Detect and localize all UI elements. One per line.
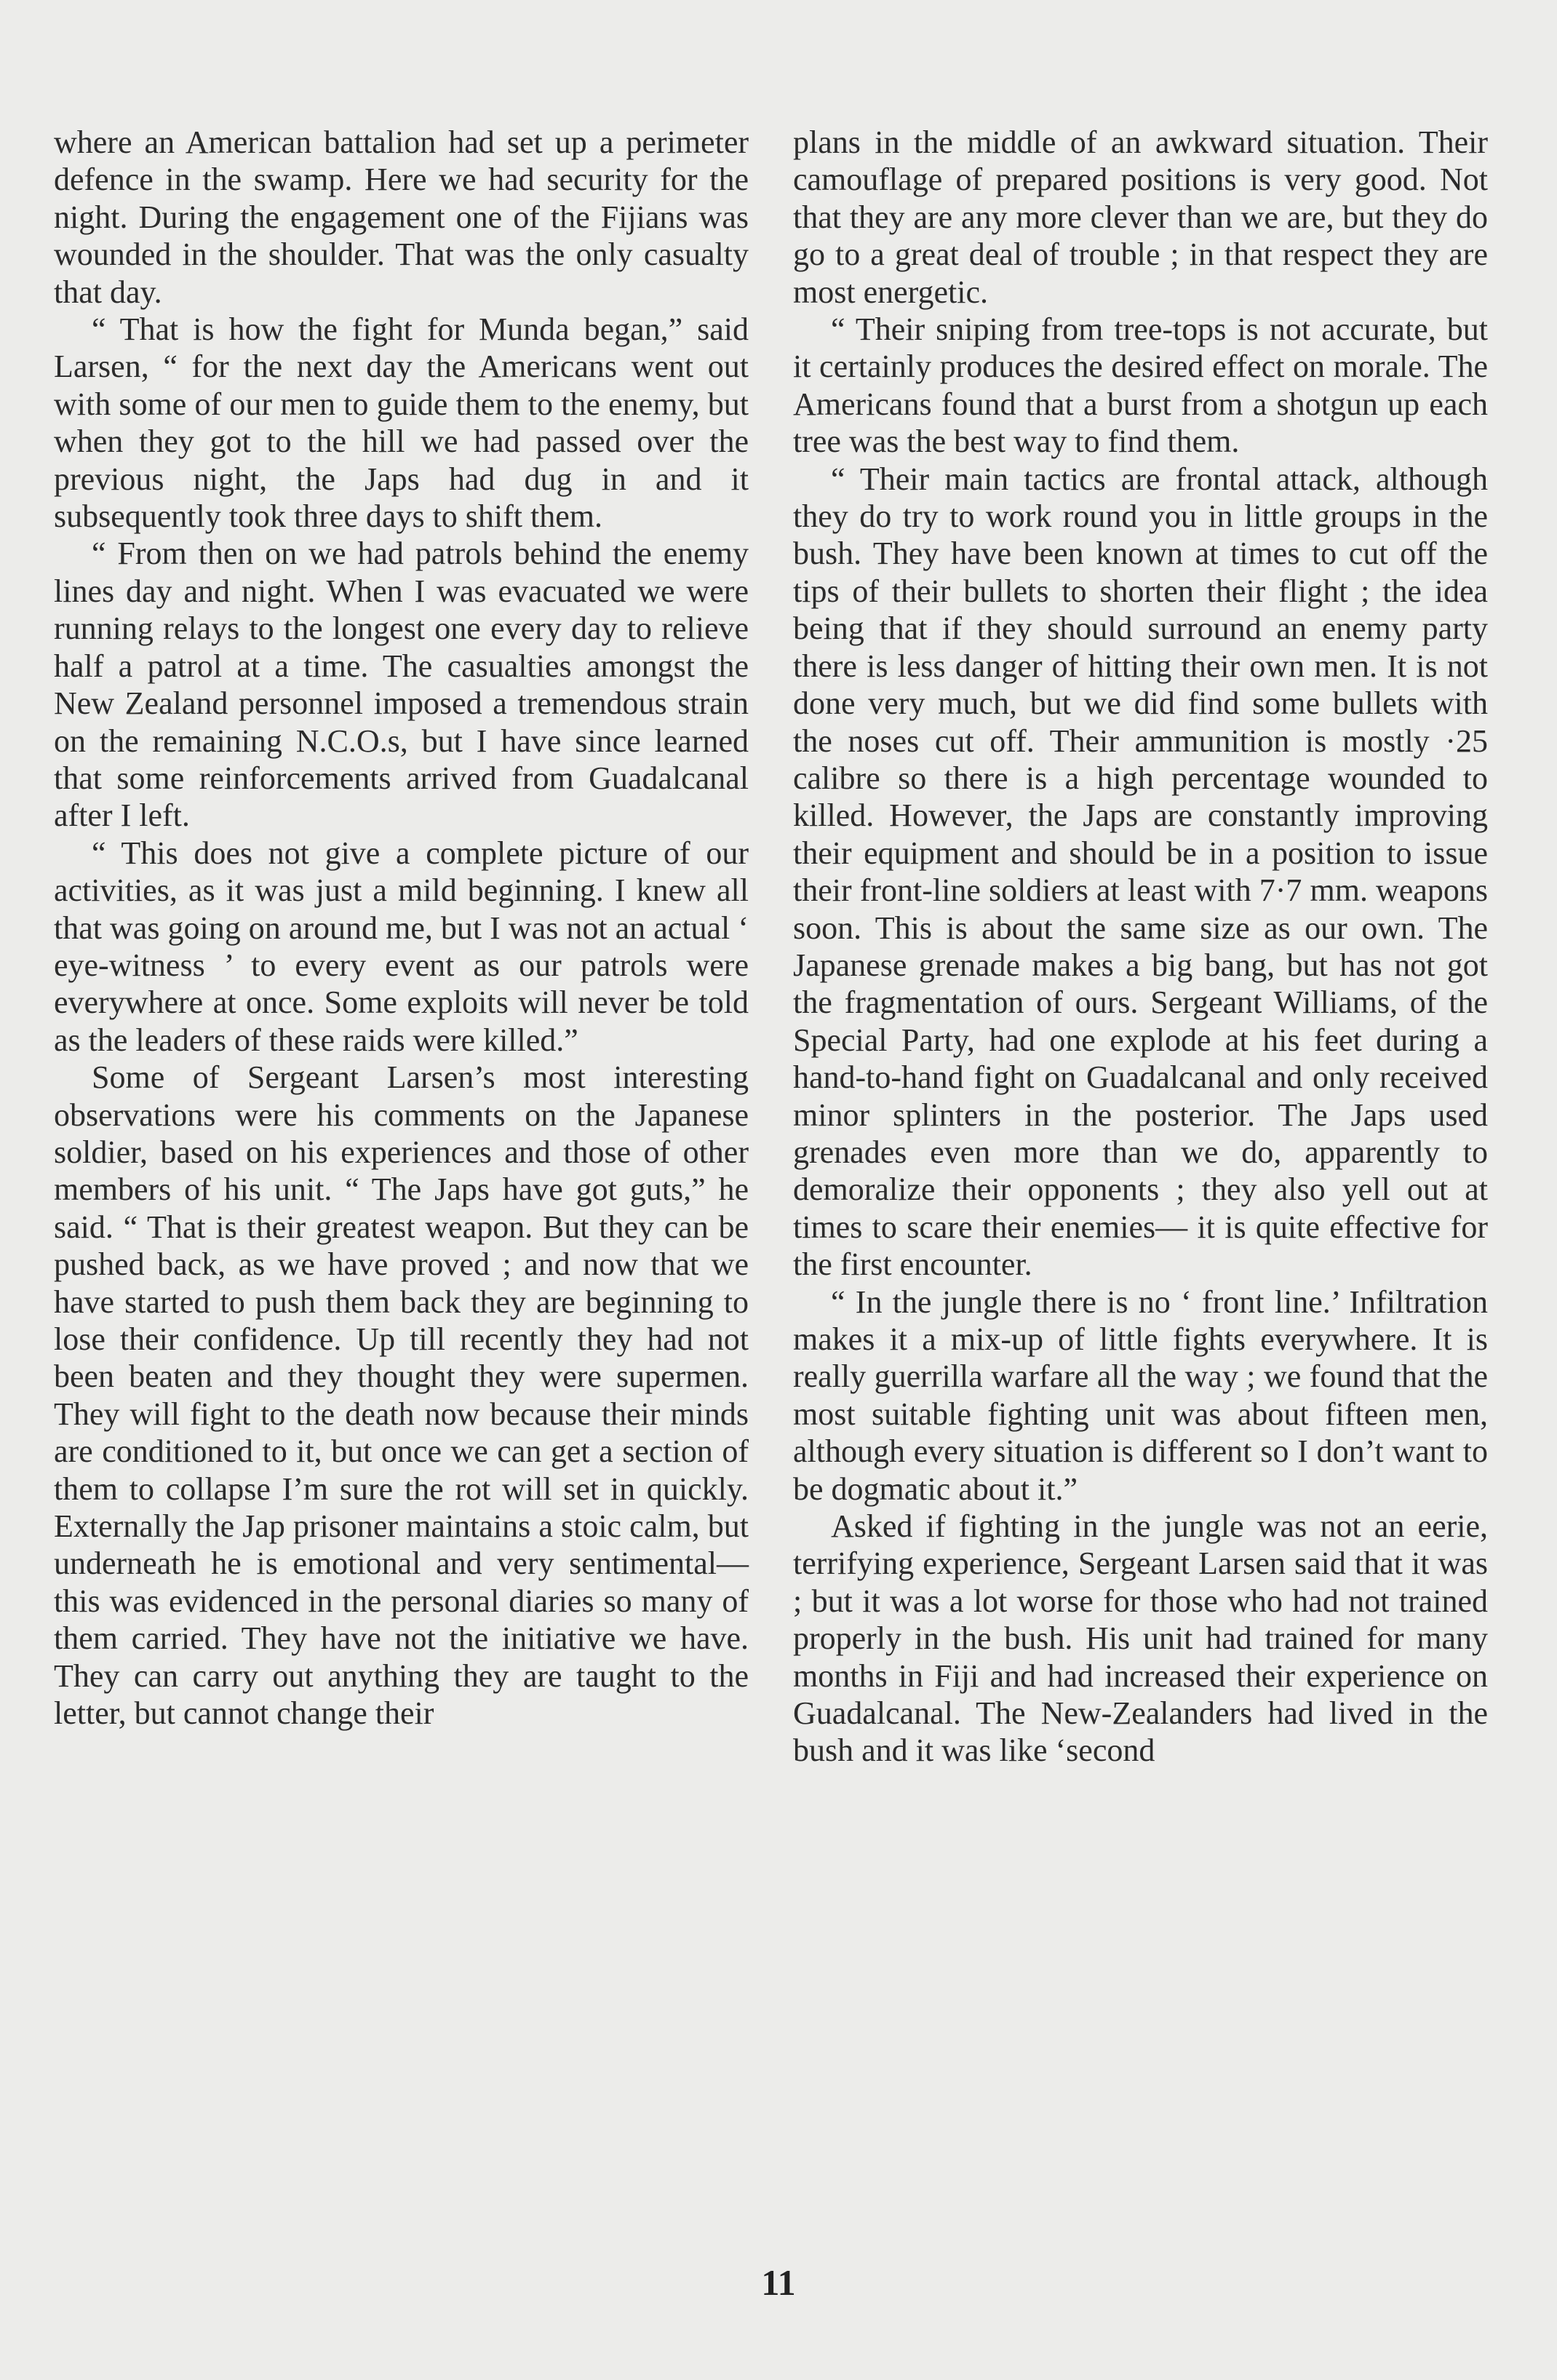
left-text-column <box>54 124 749 1732</box>
paragraph: “ That is how the fight for Munda began,” said Larsen, “ for the next day the Americans went out with some of our men to guide them to the enemy, but when they got to the hill we had passed over the previous night, the Japs had dug in and it subsequently took three days to shift them. <box>54 311 749 535</box>
paragraph: Asked if fighting in the jungle was not an eerie, terrifying experience, Sergeant Larsen said that it was ; but it was a lot worse for those who had not trained properly in the bush. His unit had trained for many months in Fiji and had increased their experience on Guadalcanal. The New-Zealanders had lived in the bush and it was like ‘second <box>793 1508 1488 1769</box>
paragraph: “ From then on we had patrols behind the enemy lines day and night. When I was evacuated we were running relays to the longest one every day to relieve half a patrol at a time. The casualties amongst the New Zealand personnel imposed a tremendous strain on the remaining N.C.O.s, but I have since learned that some reinforcements arrived from Guadalcanal after I left. <box>54 536 749 834</box>
paragraph: plans in the middle of an awkward situation. Their camouflage of prepared positions is very good. Not that they are any more clever than we are, but they do go to a great deal of trouble ; in that respect they are most energetic. <box>793 124 1488 310</box>
paragraph: where an American battalion had set up a perimeter defence in the swamp. Here we had security for the night. During the engagement one of the Fijians was wounded in the shoulder. That was the only casualty that day. <box>54 124 749 310</box>
paragraph: “ Their main tactics are frontal attack, although they do try to work round you in little groups in the bush. They have been known at times to cut off the tips of their bullets to shorten their flight ; the idea being that if they should surround an enemy party there is less danger of hitting their own men. It is not done very much, but we did find some bullets with the noses cut off. Their ammunition is mostly ·25 calibre so there is a high percentage wounded to killed. However, the Japs are constantly improving their equipment and should be in a position to issue their front-line soldiers at least with 7·7 mm. weapons soon. This is about the same size as our own. The Japanese grenade makes a big bang, but has not got the fragmentation of ours. Sergeant Williams, of the Special Party, had one explode at his feet during a hand-to-hand fight on Guadalcanal and only received minor splinters in the posterior. The Japs used grenades even more than we do, apparently to demoralize their opponents ; they also yell out at times to scare their enemies— it is quite effective for the first encounter. <box>793 461 1488 1283</box>
page-number: 11 <box>761 2262 796 2303</box>
paragraph: “ In the jungle there is no ‘ front line.’ Infiltration makes it a mix-up of little fights everywhere. It is really guerrilla warfare all the way ; we found that the most suitable fighting unit was about fifteen men, although every situation is different so I don’t want to be dogmatic about it.” <box>793 1283 1488 1507</box>
paragraph: “ This does not give a complete picture of our activities, as it was just a mild beginning. I knew all that was going on around me, but I was not an actual ‘ eye-witness ’ to every event as our patrols were everywhere at once. Some exploits will never be told as the leaders of these raids were killed.” <box>54 835 749 1058</box>
paragraph: Some of Sergeant Larsen’s most interesting observations were his comments on the Japanese soldier, based on his experiences and those of other members of his unit. “ The Japs have got guts,” he said. “ That is their greatest weapon. But they can be pushed back, as we have proved ; and now that we have started to push them back they are beginning to lose their confidence. Up till recently they had not been beaten and they thought they were supermen. They will fight to the death now because their minds are conditioned to it, but once we can get a section of them to collapse I’m sure the rot will set in quickly. Externally the Jap prisoner maintains a stoic calm, but underneath he is emotional and very sentimental— this was evidenced in the personal diaries so many of them carried. They have not the initiative we have. They can carry out anything they are taught to the letter, but cannot change their <box>54 1059 749 1732</box>
right-text-column <box>793 124 1488 1770</box>
paragraph: “ Their sniping from tree-tops is not accurate, but it certainly produces the desired effect on morale. The Americans found that a burst from a shotgun up each tree was the best way to find them. <box>793 311 1488 460</box>
